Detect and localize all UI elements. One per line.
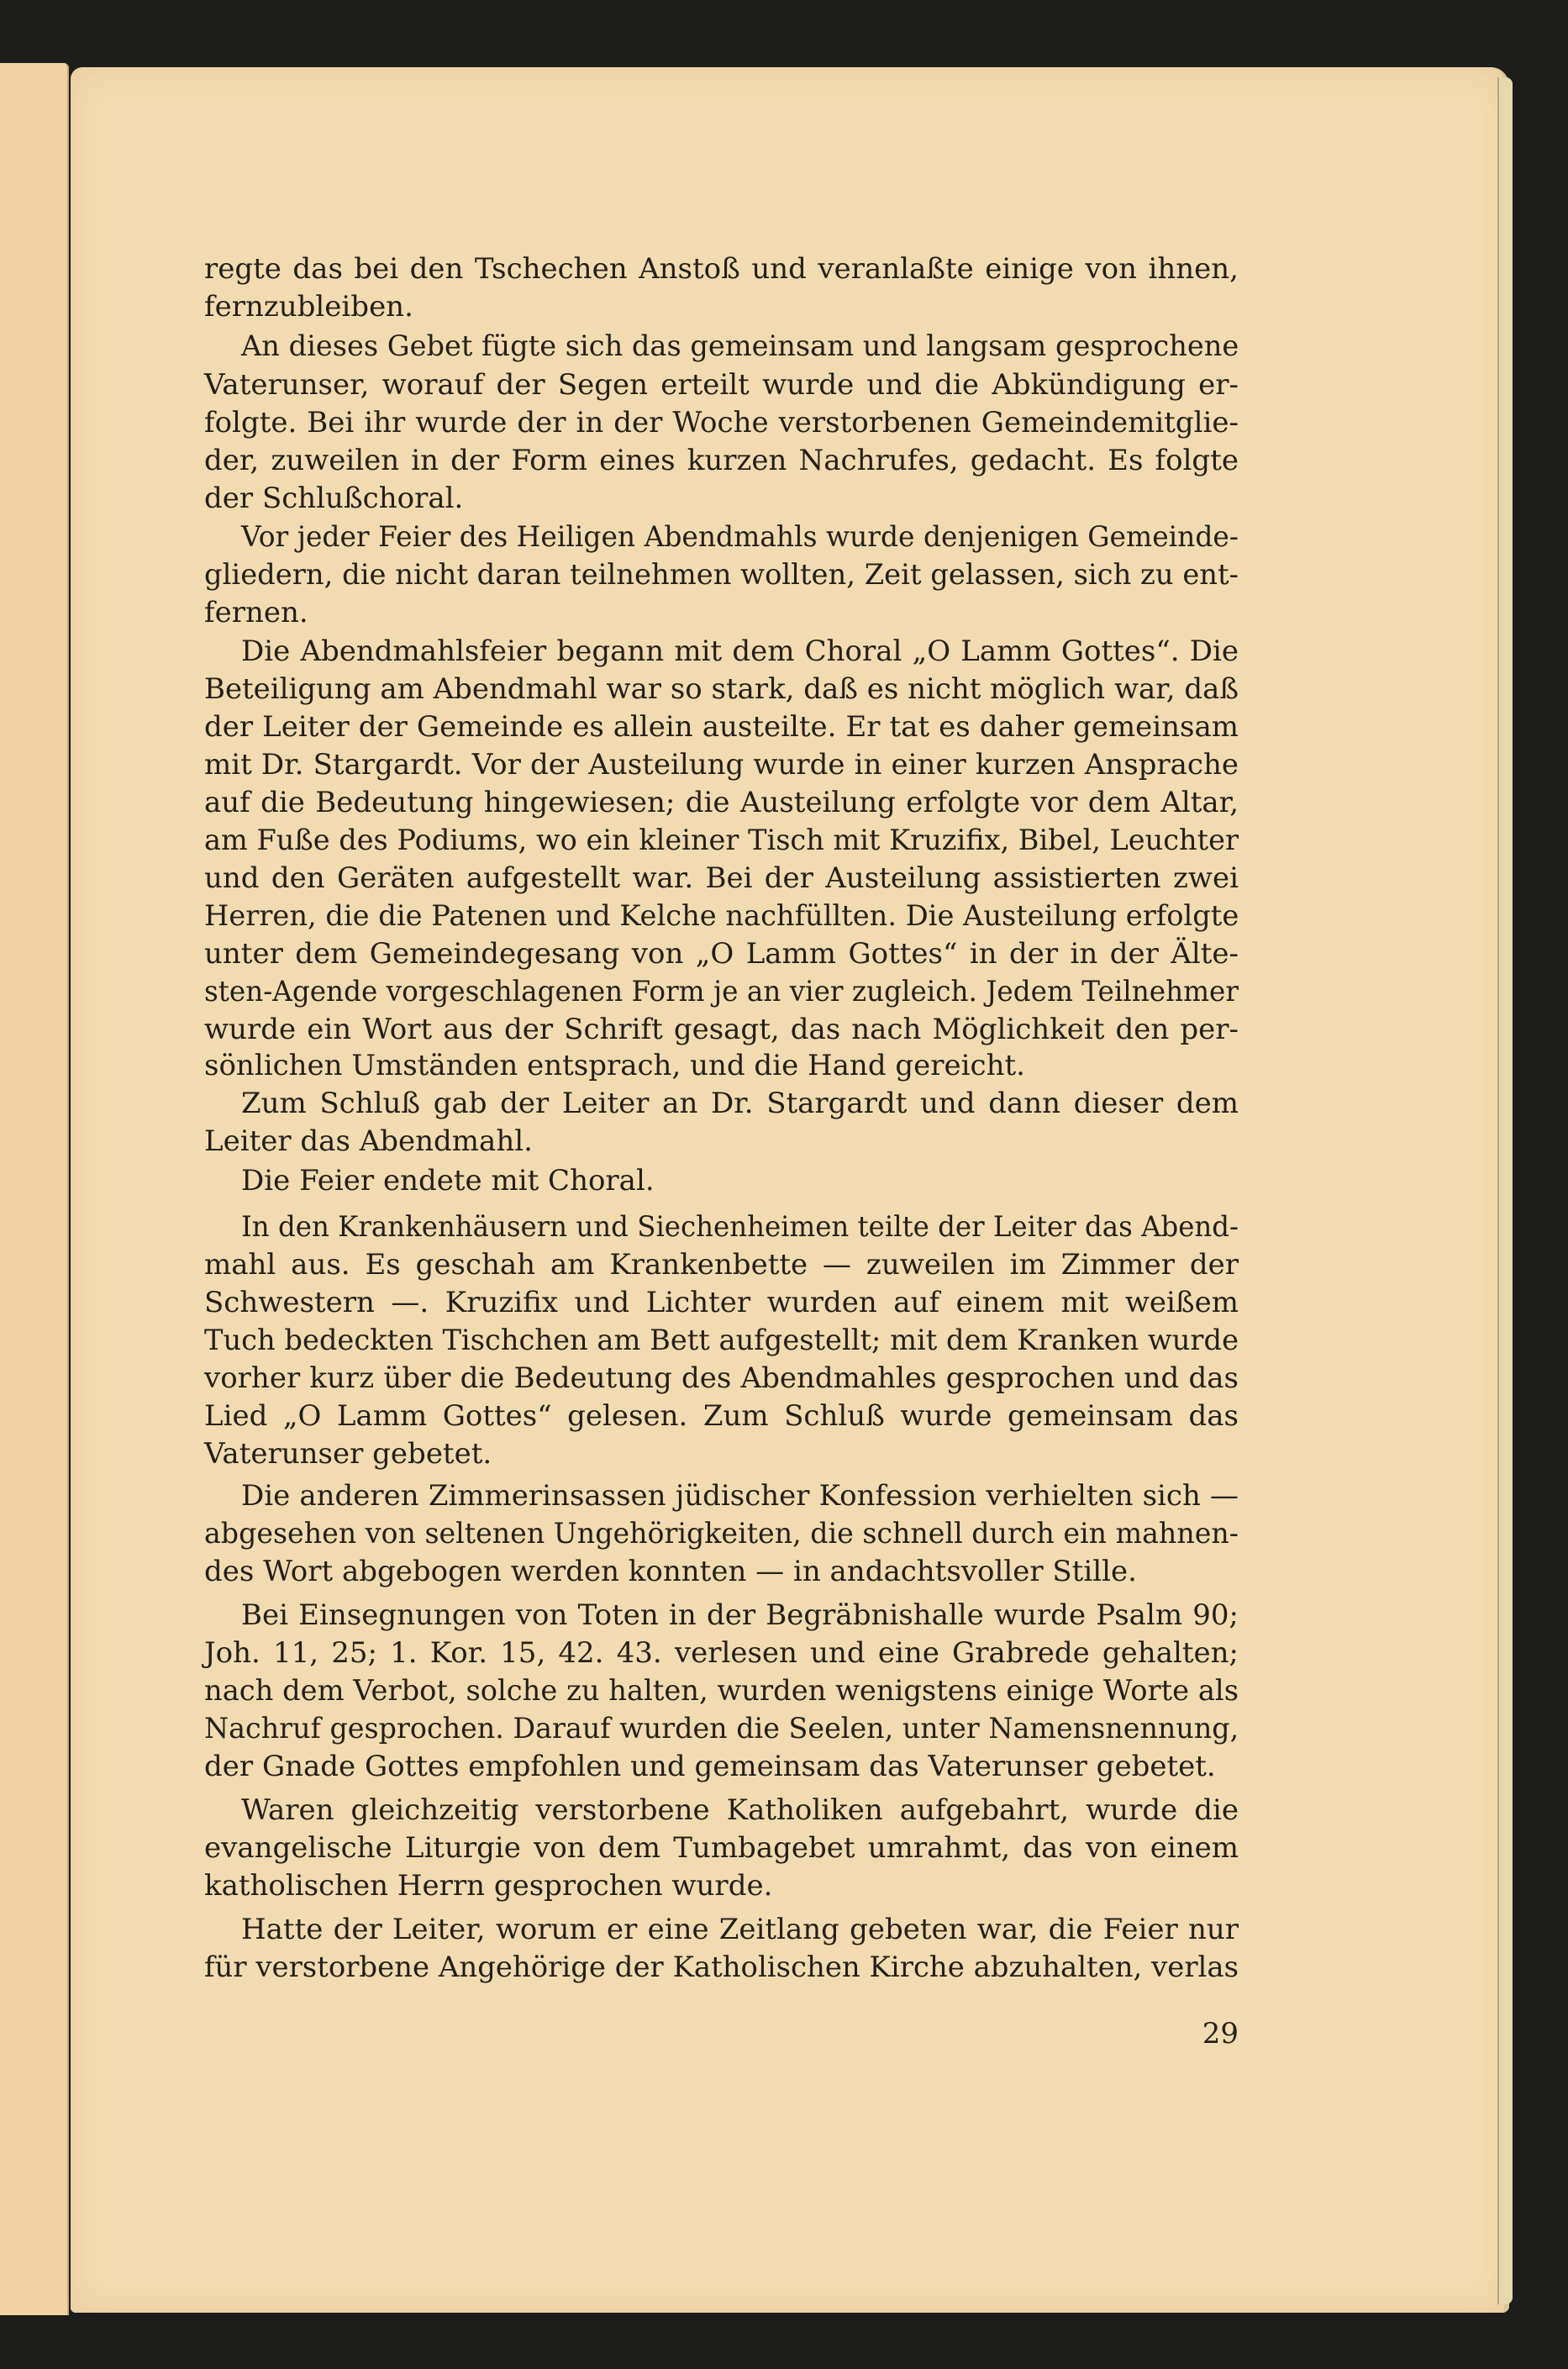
text-line: In den Krankenhäusern und Siechenheimen teilte der Leiter das Abend- <box>241 1210 1239 1244</box>
text-line: fernzubleiben. <box>204 290 413 324</box>
text-line: des Wort abgebogen werden konnten — in andachtsvoller Stille. <box>204 1555 1137 1588</box>
text-line: abgesehen von seltenen Ungehörigkeiten, die schnell durch ein mahnen- <box>204 1517 1239 1550</box>
left-page-edge <box>0 63 69 2315</box>
text-line: Joh. 11, 25; 1. Kor. 15, 42. 43. verlesen und eine Grabrede gehalten; <box>204 1636 1239 1670</box>
text-line: Waren gleichzeitig verstorbene Katholiken aufgebahrt, wurde die <box>241 1793 1239 1827</box>
text-line: sten-Agende vorgeschlagenen Form je an vier zugleich. Jedem Teilnehmer <box>204 975 1239 1008</box>
text-line: Hatte der Leiter, worum er eine Zeitlang gebeten war, die Feier nur <box>241 1913 1239 1946</box>
text-line: folgte. Bei ihr wurde der in der Woche verstorbenen Gemeindemitglie- <box>204 406 1239 440</box>
text-line: wurde ein Wort aus der Schrift gesagt, das nach Möglichkeit den per- <box>204 1013 1239 1046</box>
text-line: Nachruf gesprochen. Darauf wurden die Seelen, unter Namensnennung, <box>204 1712 1239 1745</box>
text-line: unter dem Gemeindegesang von „O Lamm Gottes“ in der in der Älte- <box>204 937 1239 971</box>
text-line: auf die Bedeutung hingewiesen; die Austeilung erfolgte vor dem Altar, <box>204 786 1239 819</box>
text-line: Vor jeder Feier des Heiligen Abendmahls wurde denjenigen Gemeinde- <box>241 520 1239 554</box>
text-line: Schwestern —. Kruzifix und Lichter wurden auf einem mit weißem <box>204 1286 1239 1319</box>
text-line: Leiter das Abendmahl. <box>204 1124 533 1158</box>
text-line: Beteiligung am Abendmahl war so stark, daß es nicht möglich war, daß <box>204 672 1239 706</box>
text-line: Vaterunser gebetet. <box>204 1437 492 1471</box>
text-line: mit Dr. Stargardt. Vor der Austeilung wurde in einer kurzen Ansprache <box>204 748 1239 782</box>
text-line: der Leiter der Gemeinde es allein austeilte. Er tat es daher gemeinsam <box>204 710 1239 744</box>
text-line: Die Feier endete mit Choral. <box>241 1164 655 1198</box>
text-line: regte das bei den Tschechen Anstoß und veranlaßte einige von ihnen, <box>204 252 1239 286</box>
text-line: katholischen Herrn gesprochen wurde. <box>204 1869 773 1903</box>
text-line: Bei Einsegnungen von Toten in der Begräbnishalle wurde Psalm 90; <box>241 1598 1239 1632</box>
text-line: Herren, die die Patenen und Kelche nachfüllten. Die Austeilung erfolgte <box>204 899 1239 933</box>
text-line: Lied „O Lamm Gottes“ gelesen. Zum Schluß wurde gemeinsam das <box>204 1399 1239 1433</box>
text-line: der Gnade Gottes empfohlen und gemeinsam das Vaterunser gebetet. <box>204 1750 1216 1783</box>
text-line: der Schlußchoral. <box>204 482 464 515</box>
text-line: und den Geräten aufgestellt war. Bei der Austeilung assistierten zwei <box>204 861 1239 895</box>
text-line: mahl aus. Es geschah am Krankenbette — zuweilen im Zimmer der <box>204 1248 1239 1282</box>
text-line: Die anderen Zimmerinsassen jüdischer Konfession verhielten sich — <box>241 1479 1239 1513</box>
text-line: An dieses Gebet fügte sich das gemeinsam und langsam gesprochene <box>241 329 1239 363</box>
text-line: für verstorbene Angehörige der Katholischen Kirche abzuhalten, verlas <box>204 1950 1239 1984</box>
text-line: evangelische Liturgie von dem Tumbagebet umrahmt, das von einem <box>204 1831 1239 1865</box>
text-line: Vaterunser, worauf der Segen erteilt wurde und die Abkündigung er- <box>204 368 1239 402</box>
text-line: sönlichen Umständen entsprach, und die Hand gereicht. <box>204 1049 1025 1082</box>
text-line: nach dem Verbot, solche zu halten, wurden wenigstens einige Worte als <box>204 1674 1239 1708</box>
text-line: Zum Schluß gab der Leiter an Dr. Stargardt und dann dieser dem <box>241 1087 1239 1120</box>
text-line: vorher kurz über die Bedeutung des Abendmahles gesprochen und das <box>204 1361 1239 1395</box>
text-line: am Fuße des Podiums, wo ein kleiner Tisch mit Kruzifix, Bibel, Leuchter <box>204 824 1239 857</box>
text-line: gliedern, die nicht daran teilnehmen wollten, Zeit gelassen, sich zu ent- <box>204 558 1239 592</box>
page-stack-edge <box>1497 77 1513 2304</box>
text-line: fernen. <box>204 596 308 629</box>
text-line: Die Abendmahlsfeier begann mit dem Choral „O Lamm Gottes“. Die <box>241 634 1239 668</box>
text-line: der, zuweilen in der Form eines kurzen Nachrufes, gedacht. Es folgte <box>204 444 1239 477</box>
text-line: Tuch bedeckten Tischchen am Bett aufgestellt; mit dem Kranken wurde <box>204 1324 1239 1357</box>
page-number: 29 <box>1202 2017 1239 2051</box>
